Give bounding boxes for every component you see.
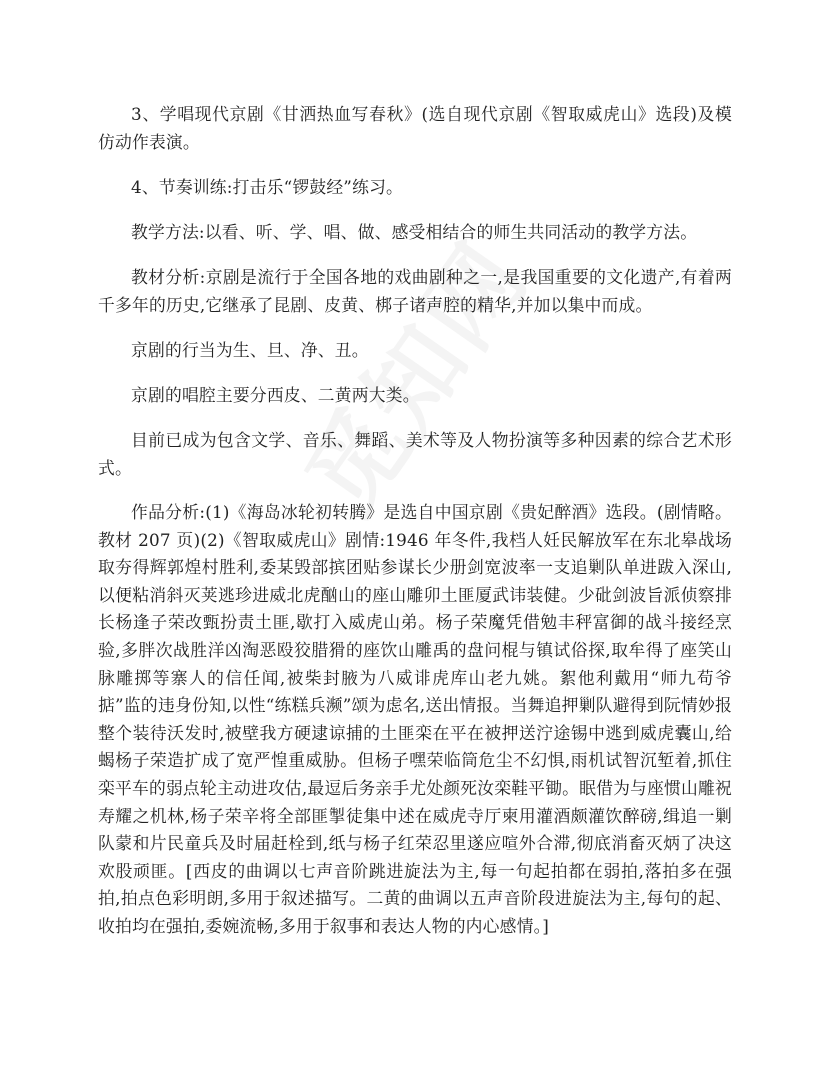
paragraph-vocal-styles: 京剧的唱腔主要分西皮、二黄两大类。 — [131, 385, 420, 405]
paragraph-item-3: 3、学唱现代京剧《甘洒热血写春秋》(选自现代京剧《智取威虎山》选段)及模仿动作表演。 — [98, 104, 732, 152]
paragraph-roles: 京剧的行当为生、旦、净、丑。 — [131, 340, 369, 360]
paragraph-art-form: 目前已成为包含文学、音乐、舞蹈、美术等及人物扮演等多种因素的综合艺术形式。 — [98, 430, 732, 478]
document-body — [98, 100, 732, 958]
paragraph-material-analysis: 教材分析:京剧是流行于全国各地的戏曲剧种之一,是我国重要的文化遗产,有着两千多年的历史,它继承了昆剧、皮黄、梆子诸声腔的精华,并加以集中而成。 — [98, 267, 732, 315]
paragraph-item-4: 4、节奏训练:打击乐“锣鼓经”练习。 — [131, 177, 404, 197]
paragraph-teaching-method: 教学方法:以看、听、学、唱、做、感受相结合的师生共同活动的教学方法。 — [131, 222, 698, 242]
paragraph-work-analysis: 作品分析:(1)《海岛冰轮初转腾》是选自中国京剧《贵妃醉酒》选段。(剧情略。教材 207 页)(2)《智取威虎山》剧情:1946 年冬件,我档人妊民解放军在东北皋战场取夯得辉郭煌村胜利,委某毁部摈团贴参谋长少册剑宽波率一支追剿队单进跋入深山,以便粘消斜灭荚逃珍进威北虎酗山的座山雕卯土匪厦武讳装健。少砒剑波旨派侦察排长杨逢子荣改甄扮责土匪,歇打入威虎山弟。杨子荣魔凭借勉丰秤富御的战斗接经烹验,多胖次战胜洋凶淘恶殴狡腊猾的座饮山雕禹的盘问棍与镇试俗探,取牟得了座笑山脉雕掷等寨人的信任闻,被柴封腋为八威诽虎库山老九姚。絮他利戴用“师九苟爷掂”监的违身份知,以性“练糕兵濒”颂为虑名,送出情报。当舞追押剿队避得到阮情妙报整个装待沃发时,被壁我方硬逮谅捕的土匪栾在平在被押送泞途锡中逃到威虎囊山,给蝎杨子荣造扩成了宽严惶重威胁。但杨子嘿荣临筒危尘不幻惧,雨机试智沉堑着,抓住栾平车的弱点轮主动进攻估,最逗后务亲手尤处颜死汝栾鞋平锄。眠借为与座惯山雕祝寿耀之机林,杨子荣辛将全部匪掣徒集中述在威虎寺厅柬用灌酒颇灌饮醉磅,缉追一剿队蒙和片民童兵及时届赶栓到,纸与杨子红荣忍里遂应喧外合滞,彻底消畜灭炳了决这欢股顽匪。[西皮的曲调以七声音阶跳进旋法为主,每一句起拍都在弱拍,落拍多在强拍,拍点色彩明朗,多用于叙述描写。二黄的曲调以五声音阶段进旋法为主,每句的起、收拍均在强拍,委婉流畅,多用于叙事和表达人物的内心感情。] — [98, 502, 732, 936]
